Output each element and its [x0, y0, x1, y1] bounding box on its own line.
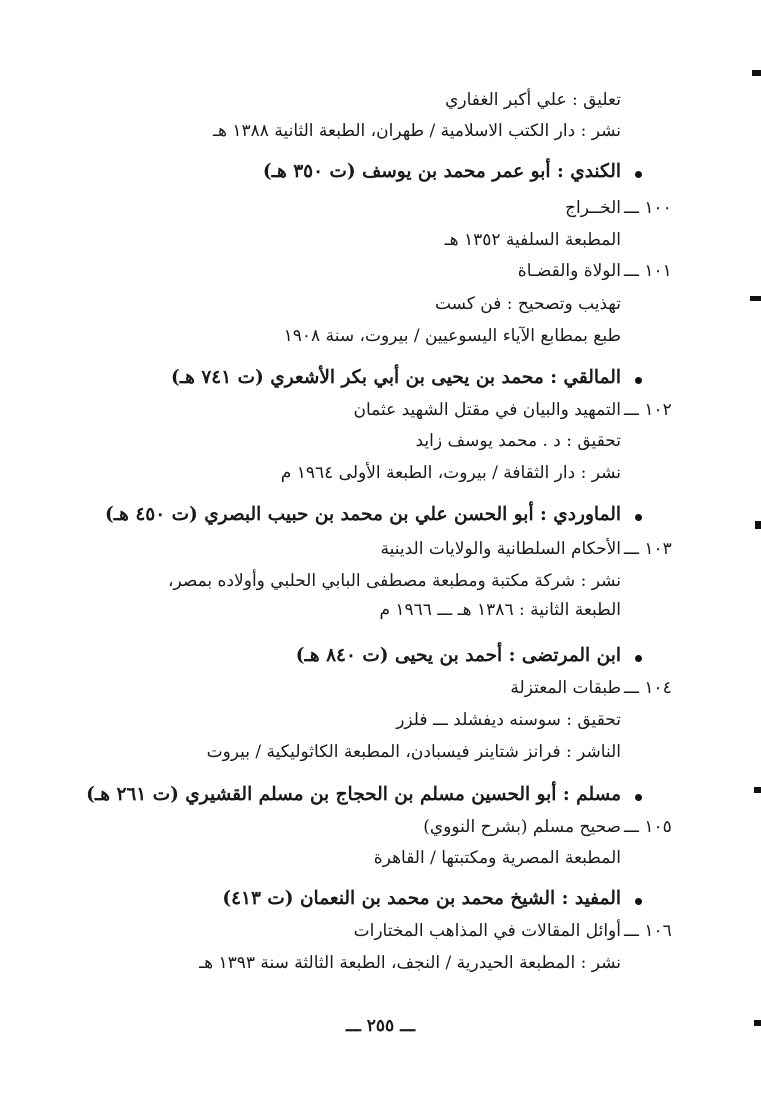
scan-mark	[750, 296, 761, 301]
author-heading: ابن المرتضى : أحمد بن يحيى (ت ٨٤٠ هـ)	[295, 645, 621, 666]
bullet-icon	[635, 655, 642, 662]
publication-line: طبع بمطابع الآياء اليسوعيين / بيروت، سنة ١٩٠٨	[283, 326, 621, 346]
publication-line: المطبعة السلفية ١٣٥٢ هـ	[444, 230, 621, 250]
work-title: أوائل المقالات في المذاهب المختارات	[353, 921, 621, 941]
scan-mark	[755, 521, 761, 529]
publication-line: نشر : دار الكتب الاسلامية / طهران، الطبعة الثانية ١٣٨٨ هـ	[213, 121, 621, 141]
entry-number: ١٠٦ ـــ	[624, 921, 672, 941]
work-title: الخــراج	[565, 198, 621, 218]
publication-line: نشر : شركة مكتبة ومطبعة مصطفى البابي الحلبي وأولاده بمصر،	[167, 571, 621, 591]
author-heading: مسلم : أبو الحسين مسلم بن الحجاج بن مسلم القشيري (ت ٢٦١ هـ)	[86, 784, 621, 805]
work-title: الولاة والقضـاة	[517, 261, 621, 281]
author-heading: المفيد : الشيخ محمد بن محمد بن النعمان (ت ٤١٣)	[222, 888, 621, 909]
work-title: طبقات المعتزلة	[510, 678, 621, 698]
editor-line: تهذيب وتصحيح : فن كست	[434, 294, 621, 314]
editor-line: تحقيق : سوسنه ديفشلد ـــ فلزر	[396, 710, 621, 730]
entry-number: ١٠٥ ـــ	[624, 817, 672, 837]
entry-number: ١٠٢ ـــ	[624, 400, 672, 420]
bullet-icon	[635, 377, 642, 384]
bullet-icon	[635, 794, 642, 801]
author-heading: الماوردي : أبو الحسن علي بن محمد بن حبيب البصري (ت ٤٥٠ هـ)	[104, 504, 621, 525]
scan-mark	[754, 787, 761, 793]
author-heading: المالقي : محمد بن يحيى بن أبي بكر الأشعري (ت ٧٤١ هـ)	[170, 367, 621, 388]
commentary-line: تعليق : علي أكبر الغفاري	[445, 90, 621, 110]
author-heading: الكندي : أبو عمر محمد بن يوسف (ت ٣٥٠ هـ)	[262, 161, 621, 182]
work-title: صحيح مسلم (بشرح النووي)	[423, 817, 621, 837]
publication-line: نشر : المطبعة الحيدرية / النجف، الطبعة الثالثة سنة ١٣٩٣ هـ	[199, 953, 621, 973]
publication-line: نشر : دار الثقافة / بيروت، الطبعة الأولى ١٩٦٤ م	[280, 463, 621, 483]
work-title: التمهيد والبيان في مقتل الشهيد عثمان	[353, 400, 621, 420]
bullet-icon	[635, 514, 642, 521]
publication-line: الطبعة الثانية : ١٣٨٦ هـ ـــ ١٩٦٦ م	[379, 600, 621, 620]
bullet-icon	[635, 898, 642, 905]
work-title: الأحكام السلطانية والولايات الدينية	[380, 539, 621, 559]
entry-number: ١٠٤ ـــ	[624, 678, 672, 698]
entry-number: ١٠١ ـــ	[624, 261, 672, 281]
entry-number: ١٠٠ ـــ	[624, 198, 672, 218]
editor-line: تحقيق : د . محمد يوسف زايد	[415, 431, 621, 451]
publisher-line: الناشر : فرانز شتاينر فيسبادن، المطبعة الكاثوليكية / بيروت	[206, 742, 621, 762]
publication-line: المطبعة المصرية ومكتبتها / القاهرة	[373, 848, 621, 868]
scan-mark	[752, 70, 761, 76]
bullet-icon	[635, 171, 642, 178]
scan-mark	[754, 1020, 761, 1026]
entry-number: ١٠٣ ـــ	[624, 539, 672, 559]
page-number: ـــ ٢٥٥ ـــ	[345, 1016, 416, 1036]
